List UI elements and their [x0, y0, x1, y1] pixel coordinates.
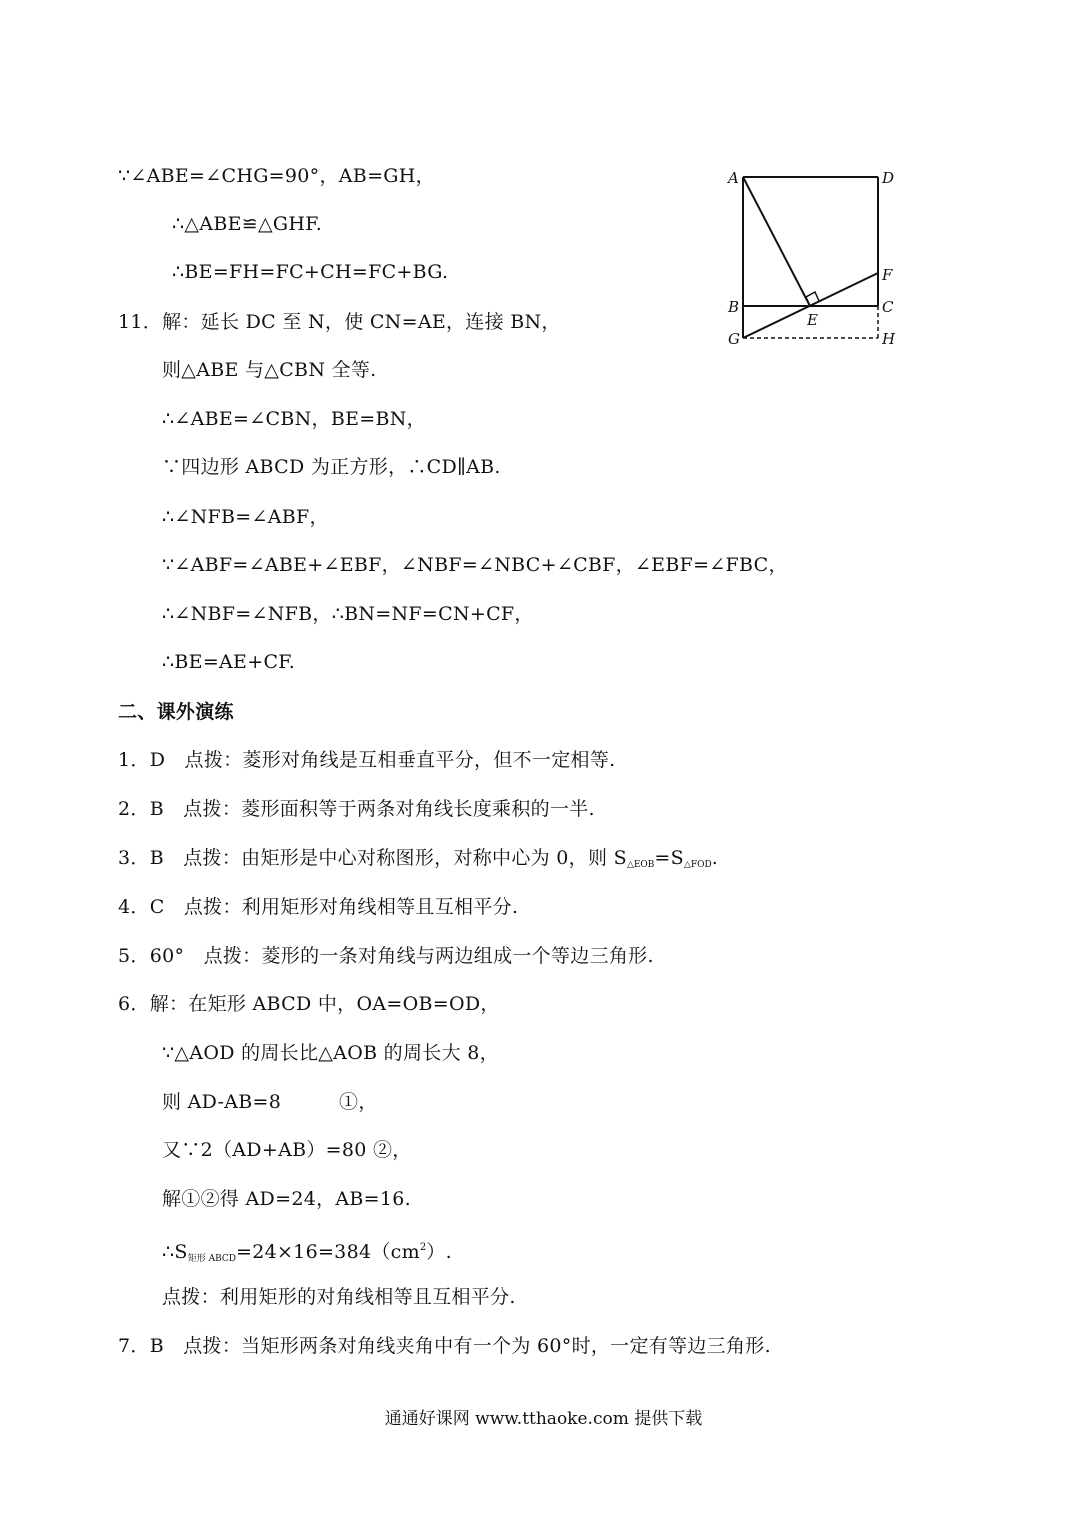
section-title: 二、课外演练: [118, 701, 234, 723]
label-B: B: [728, 298, 740, 316]
q6-line-3: 又∵2（AD+AB）=80 ②，: [162, 1139, 412, 1161]
answer-item-5: 5．60° 点拨：菱形的一条对角线与两边组成一个等边三角形.: [118, 945, 654, 967]
q6-hint: 点拨：利用矩形的对角线相等且互相平分.: [162, 1286, 516, 1308]
page-footer: 通通好课网 www.tthaoke.com 提供下载: [384, 1409, 703, 1429]
q11-line-1: 11．解：延长 DC 至 N，使 CN=AE，连接 BN，: [118, 311, 561, 333]
answer-item-7: 7．B 点拨：当矩形两条对角线夹角中有一个为 60°时，一定有等边三角形.: [118, 1335, 771, 1357]
q6-line-4: 解①②得 AD=24，AB=16.: [162, 1188, 412, 1210]
q6-area-subscript: 矩形 ABCD: [187, 1254, 236, 1264]
label-F: F: [882, 266, 893, 284]
q11-line-7: ∴∠NBF=∠NFB，∴BN=NF=CN+CF，: [162, 603, 534, 625]
item-3-subscript-1: △EOB: [626, 860, 655, 870]
label-A: A: [728, 169, 739, 187]
item-3-equals: =S: [654, 847, 684, 869]
q6-line-1: ∵△AOD 的周长比△AOB 的周长大 8，: [162, 1042, 499, 1064]
q6-area-end: ）.: [426, 1241, 452, 1263]
answer-item-4: 4．C 点拨：利用矩形对角线相等且互相平分.: [118, 896, 519, 918]
proof-line-2: ∴△ABE≌△GHF.: [172, 213, 323, 235]
q11-line-5: ∴∠NFB=∠ABF，: [162, 506, 329, 528]
q11-line-2: 则△ABE 与△CBN 全等.: [162, 359, 377, 381]
q6-area-prefix: ∴S: [162, 1241, 188, 1263]
answer-item-1: 1．D 点拨：菱形对角线是互相垂直平分，但不一定相等.: [118, 749, 616, 771]
answer-item-2: 2．B 点拨：菱形面积等于两条对角线长度乘积的一半.: [118, 798, 595, 820]
item-3-subscript-2: △FOD: [683, 860, 712, 870]
label-H: H: [882, 330, 896, 348]
proof-line-3: ∴BE=FH=FC+CH=FC+BG.: [172, 261, 449, 283]
q11-line-8: ∴BE=AE+CF.: [162, 651, 296, 673]
q6-area-value: =24×16=384（cm: [235, 1241, 420, 1263]
q11-line-4: ∵四边形 ABCD 为正方形，∴CD∥AB.: [162, 456, 501, 478]
answer-item-6: 6．解：在矩形 ABCD 中，OA=OB=OD，: [118, 993, 500, 1015]
geometry-figure: [720, 160, 910, 355]
q6-line-2: 则 AD-AB=8 ①，: [162, 1091, 378, 1113]
q6-area-superscript: 2: [419, 1242, 427, 1253]
item-3-text: 3．B 点拨：由矩形是中心对称图形，对称中心为 0，则 S: [118, 847, 627, 869]
label-G: G: [728, 330, 740, 348]
q11-line-3: ∴∠ABE=∠CBN，BE=BN，: [162, 408, 426, 430]
label-E: E: [807, 311, 818, 329]
proof-line-1: ∵∠ABE=∠CHG=90°，AB=GH，: [118, 165, 435, 187]
q6-line-5: [162, 1236, 452, 1271]
label-D: D: [882, 169, 895, 187]
q11-line-6: ∵∠ABF=∠ABE+∠EBF，∠NBF=∠NBC+∠CBF，∠EBF=∠FBC，: [162, 554, 788, 576]
label-C: C: [882, 298, 894, 316]
item-3-end: .: [711, 847, 719, 869]
segment-AE: [743, 177, 810, 306]
answer-item-3: [118, 846, 718, 877]
